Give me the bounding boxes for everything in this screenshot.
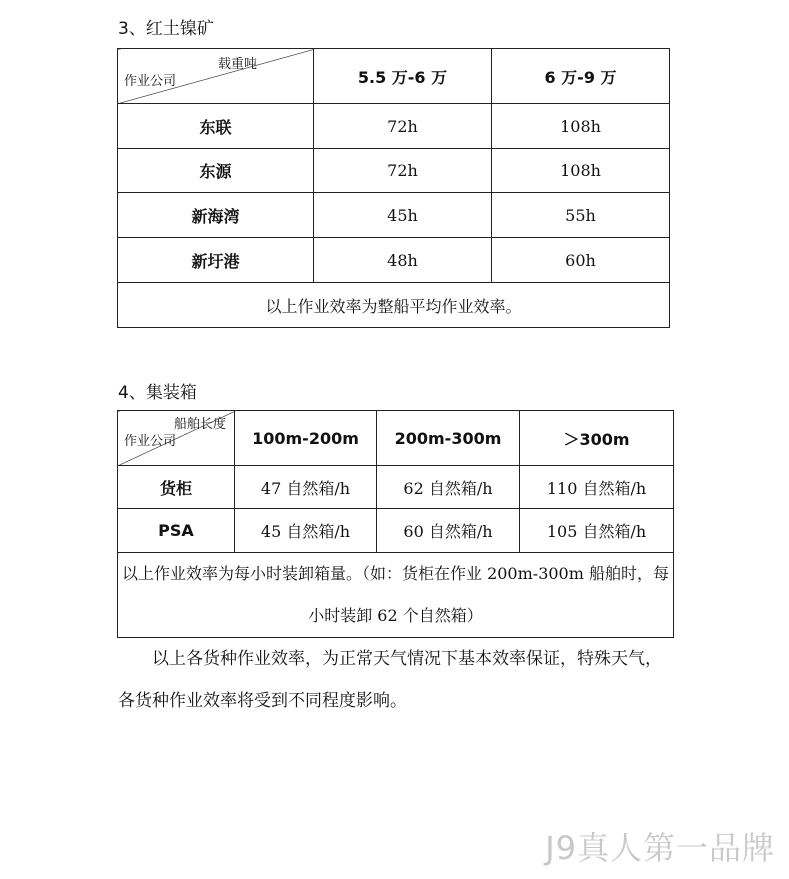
diagonal-header-cell [118, 411, 235, 466]
company-cell: 东联 [118, 104, 314, 149]
company-cell: 新海湾 [118, 193, 314, 238]
value-cell: 60h [492, 238, 670, 283]
table-row [118, 238, 670, 283]
value-cell: 108h [492, 104, 670, 149]
table-header-row [118, 49, 670, 104]
company-cell: 货柜 [118, 466, 235, 509]
company-cell: PSA [118, 509, 235, 553]
column-header: 5.5 万-6 万 [314, 49, 492, 104]
section4-heading: 4、集装箱 [118, 383, 197, 403]
table-row [118, 149, 670, 193]
table-row [118, 193, 670, 238]
diag-label-company: 作业公司 [124, 74, 177, 89]
value-cell: 47 自然箱/h [235, 466, 377, 509]
table-row [118, 466, 674, 509]
table-note: 以上作业效率为每小时装卸箱量。（如：货柜在作业 200m-300m 船舶时，每小时装卸 62 个自然箱） [118, 553, 674, 638]
value-cell: 62 自然箱/h [377, 466, 520, 509]
watermark: J9真人第一品牌 [545, 829, 775, 867]
table-row [118, 509, 674, 553]
diag-label-ship-length: 船舶长度 [173, 417, 226, 432]
column-header: ＞300m [520, 411, 674, 466]
value-cell: 108h [492, 149, 670, 193]
value-cell: 45 自然箱/h [235, 509, 377, 553]
column-header: 200m-300m [377, 411, 520, 466]
diagonal-header-cell [118, 49, 314, 104]
column-header: 100m-200m [235, 411, 377, 466]
diag-label-tonnage: 载重吨 [217, 57, 257, 72]
diag-label-company: 作业公司 [124, 434, 177, 449]
nickel-ore-table [117, 48, 670, 328]
table-note: 以上作业效率为整船平均作业效率。 [118, 283, 670, 328]
value-cell: 48h [314, 238, 492, 283]
value-cell: 72h [314, 149, 492, 193]
table-note-row [118, 283, 670, 328]
company-cell: 东源 [118, 149, 314, 193]
value-cell: 72h [314, 104, 492, 149]
value-cell: 45h [314, 193, 492, 238]
table-note-row [118, 553, 674, 638]
table-row [118, 104, 670, 149]
value-cell: 55h [492, 193, 670, 238]
container-table [117, 410, 674, 638]
value-cell: 60 自然箱/h [377, 509, 520, 553]
value-cell: 105 自然箱/h [520, 509, 674, 553]
closing-paragraph: 以上各货种作业效率，为正常天气情况下基本效率保证，特殊天气，各货种作业效率将受到不同程度影响。 [118, 649, 662, 711]
company-cell: 新圩港 [118, 238, 314, 283]
section3-heading: 3、红土镍矿 [118, 19, 214, 39]
column-header: 6 万-9 万 [492, 49, 670, 104]
value-cell: 110 自然箱/h [520, 466, 674, 509]
table-header-row [118, 411, 674, 466]
